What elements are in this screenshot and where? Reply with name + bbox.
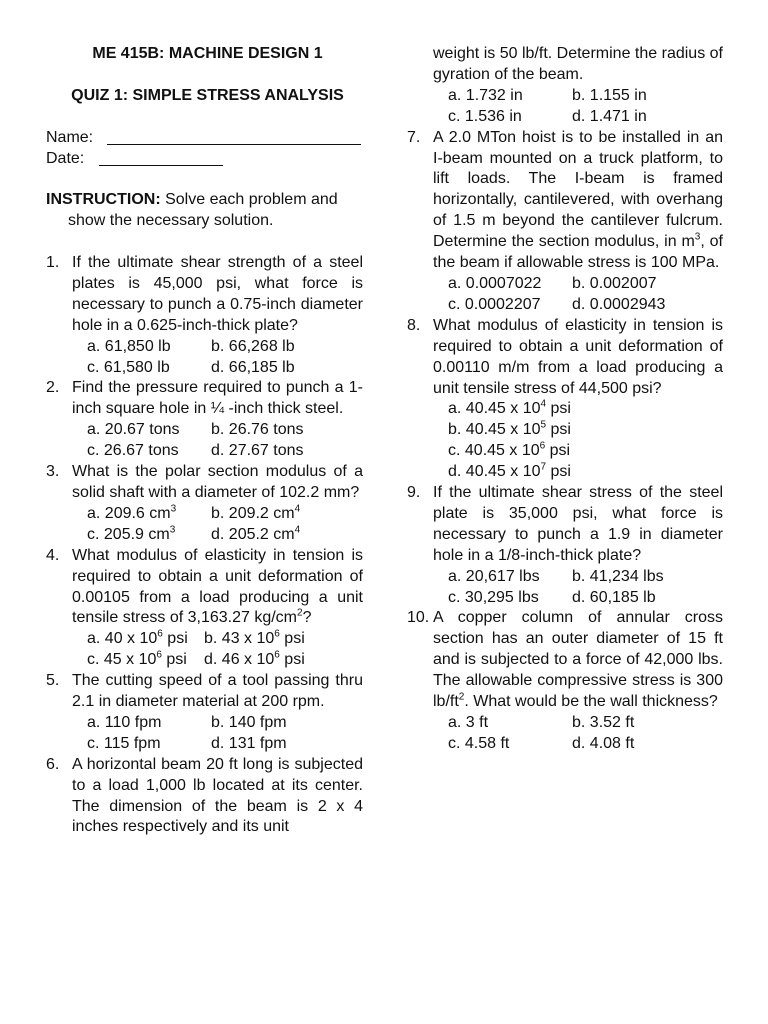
date-line[interactable] bbox=[99, 149, 223, 166]
left-column bbox=[46, 44, 363, 838]
question-3 bbox=[46, 462, 363, 546]
choice-a: a. 20,617 lbs bbox=[448, 567, 540, 585]
choice-a: a. 61,850 lb bbox=[87, 337, 171, 355]
choice-d: d. 205.2 $cm^4$ bbox=[211, 524, 301, 543]
question-text-part-2: weight is 50 lb/ft. Determine the radius of gyration of the beam. bbox=[433, 45, 723, 83]
question-6-choices bbox=[407, 86, 723, 128]
date-label: Date: bbox=[46, 149, 85, 167]
question-number: 2. bbox=[46, 379, 60, 397]
question-7 bbox=[407, 128, 723, 316]
choice-c: c. 1.536 in bbox=[448, 107, 522, 125]
choice-d: d. 46 x $10^6$ psi bbox=[204, 649, 305, 669]
choice-d: d. 27.67 tons bbox=[211, 442, 304, 460]
choice-c: c. 45 x $10^6$ psi bbox=[87, 649, 187, 669]
instruction-text-1: Solve each problem and bbox=[165, 191, 338, 209]
question-text: A 2.0 MTon hoist is to be installed in an I-beam mounted on a truck platform, to lift loads. The I-beam is framed horizontally, cantilevered, with overhang of 1.5 m beyond the cantilever fulcrum. Determine the section modulus, in $m^3$, of the beam if allowable stress is 100 MPa. bbox=[433, 128, 723, 272]
date-field[interactable] bbox=[46, 149, 363, 170]
name-label: Name: bbox=[46, 128, 94, 146]
question-5 bbox=[46, 671, 363, 755]
question-2 bbox=[46, 378, 363, 462]
choice-c: c. 4.58 ft bbox=[448, 734, 510, 752]
choice-a: a. 209.6 $cm^3$ bbox=[87, 503, 177, 522]
choice-c: c. 61,580 lb bbox=[87, 358, 170, 376]
question-10 bbox=[407, 608, 723, 754]
question-number: 5. bbox=[46, 672, 60, 690]
choice-c: c. 30,295 lbs bbox=[448, 588, 539, 606]
question-number: 7. bbox=[407, 128, 421, 146]
question-text: What is the polar section modulus of a solid shaft with a diameter of 102.2 mm? bbox=[72, 463, 363, 501]
question-text: Find the pressure required to punch a 1-inch square hole in ¼ -inch thick steel. bbox=[72, 379, 363, 418]
choices bbox=[72, 337, 363, 379]
choice-c: c. 205.9 $cm^3$ bbox=[87, 524, 176, 543]
choice-b: b. 26.76 tons bbox=[211, 421, 304, 439]
question-number: 6. bbox=[46, 755, 60, 773]
choice-b: b. 66,268 lb bbox=[211, 337, 295, 355]
choice-b: b. 140 fpm bbox=[211, 713, 287, 731]
question-text: A copper column of annular cross section has an outer diameter of 15 ft and is subjected to a force of 42,000 lbs. The allowable compressive stress is 300 $lb/ft^2$. What would be the wall thickness? bbox=[433, 609, 723, 711]
choice-b: b. 209.2 $cm^4$ bbox=[211, 503, 301, 522]
choices bbox=[433, 86, 723, 128]
choice-b: b. 0.002007 bbox=[572, 274, 657, 292]
question-4 bbox=[46, 546, 363, 671]
choice-b: b. 1.155 in bbox=[572, 86, 647, 104]
choice-c: c. 40.45 x $10^6$ psi bbox=[448, 440, 571, 460]
name-line[interactable] bbox=[107, 128, 361, 145]
choice-b: b. 43 x $10^6$ psi bbox=[204, 628, 305, 648]
instruction-block bbox=[46, 190, 363, 232]
question-text: What modulus of elasticity in tension is required to obtain a unit deformation of 0.00110 m/m from a load producing a unit tensile stress of 44,500 psi? bbox=[433, 316, 723, 397]
choice-d: d. 0.0002943 bbox=[572, 295, 666, 313]
question-number: 8. bbox=[407, 316, 421, 334]
choice-a: a. 20.67 tons bbox=[87, 421, 180, 439]
course-title: ME 415B: MACHINE DESIGN 1 bbox=[92, 45, 323, 62]
question-text: If the ultimate shear stress of the steel plate is 35,000 psi, what force is necessary to punch a 1.9 in diameter hole in a 1/8-inch-thick plate? bbox=[433, 484, 723, 564]
choice-a: a. 110 fpm bbox=[87, 713, 162, 731]
choices bbox=[72, 713, 363, 755]
question-number: 9. bbox=[407, 484, 421, 502]
question-text: If the ultimate shear strength of a steel plates is 45,000 psi, what force is necessary to punch a 0.75-inch diameter hole in a 0.625-inch-thick plate? bbox=[72, 254, 363, 334]
question-text: What modulus of elasticity in tension is required to obtain a unit deformation of 0.00105 from a load producing a unit tensile stress of 3,163.27 $kg/cm^2$? bbox=[72, 546, 363, 627]
choice-d: d. 40.45 x $10^7$ psi bbox=[448, 461, 571, 481]
choice-a: a. 0.0007022 bbox=[448, 274, 542, 292]
name-field[interactable] bbox=[46, 128, 363, 149]
question-6-continued bbox=[407, 44, 723, 86]
choice-b: b. 3.52 ft bbox=[572, 714, 635, 731]
choices bbox=[433, 713, 723, 755]
instruction-label: INSTRUCTION: bbox=[46, 191, 161, 209]
question-9 bbox=[407, 483, 723, 608]
choices bbox=[433, 567, 723, 609]
choices bbox=[72, 420, 363, 462]
choice-b: b. 41,234 lbs bbox=[572, 567, 664, 585]
choice-a: a. 40 x $10^6$ psi bbox=[87, 628, 188, 648]
question-text-part-1: A horizontal beam 20 ft long is subjected to a load 1,000 lb located at its center. The dimension of the beam is 2 x 4 inches respectively and its unit bbox=[72, 755, 363, 836]
choice-d: d. 1.471 in bbox=[572, 107, 647, 125]
choice-d: d. 4.08 ft bbox=[572, 734, 635, 752]
question-8 bbox=[407, 316, 723, 483]
choices bbox=[433, 399, 723, 483]
choice-d: d. 131 fpm bbox=[211, 734, 287, 752]
choice-a: a. 3 ft bbox=[448, 714, 489, 731]
choice-a: a. 1.732 in bbox=[448, 86, 523, 104]
question-1 bbox=[46, 253, 363, 378]
question-text: The cutting speed of a tool passing thru 2.1 in diameter material at 200 rpm. bbox=[72, 672, 363, 711]
quiz-title: QUIZ 1: SIMPLE STRESS ANALYSIS bbox=[71, 86, 344, 104]
question-number: 4. bbox=[46, 546, 60, 564]
question-number: 10. bbox=[407, 609, 430, 627]
question-number: 3. bbox=[46, 463, 60, 481]
choice-d: d. 66,185 lb bbox=[211, 358, 295, 376]
instruction-text-2: show the necessary solution. bbox=[68, 212, 274, 230]
choice-a: a. 40.45 x $10^4$ psi bbox=[448, 399, 571, 418]
choices bbox=[72, 629, 363, 671]
right-column bbox=[407, 44, 723, 755]
question-6 bbox=[46, 755, 363, 839]
choice-d: d. 60,185 lb bbox=[572, 588, 656, 606]
choices bbox=[433, 274, 723, 316]
choice-b: b. 40.45 x $10^5$ psi bbox=[448, 419, 571, 439]
choice-c: c. 115 fpm bbox=[87, 734, 161, 752]
question-number: 1. bbox=[46, 254, 60, 271]
choice-c: c. 26.67 tons bbox=[87, 442, 179, 460]
choices bbox=[72, 504, 363, 546]
choice-c: c. 0.0002207 bbox=[448, 295, 541, 313]
